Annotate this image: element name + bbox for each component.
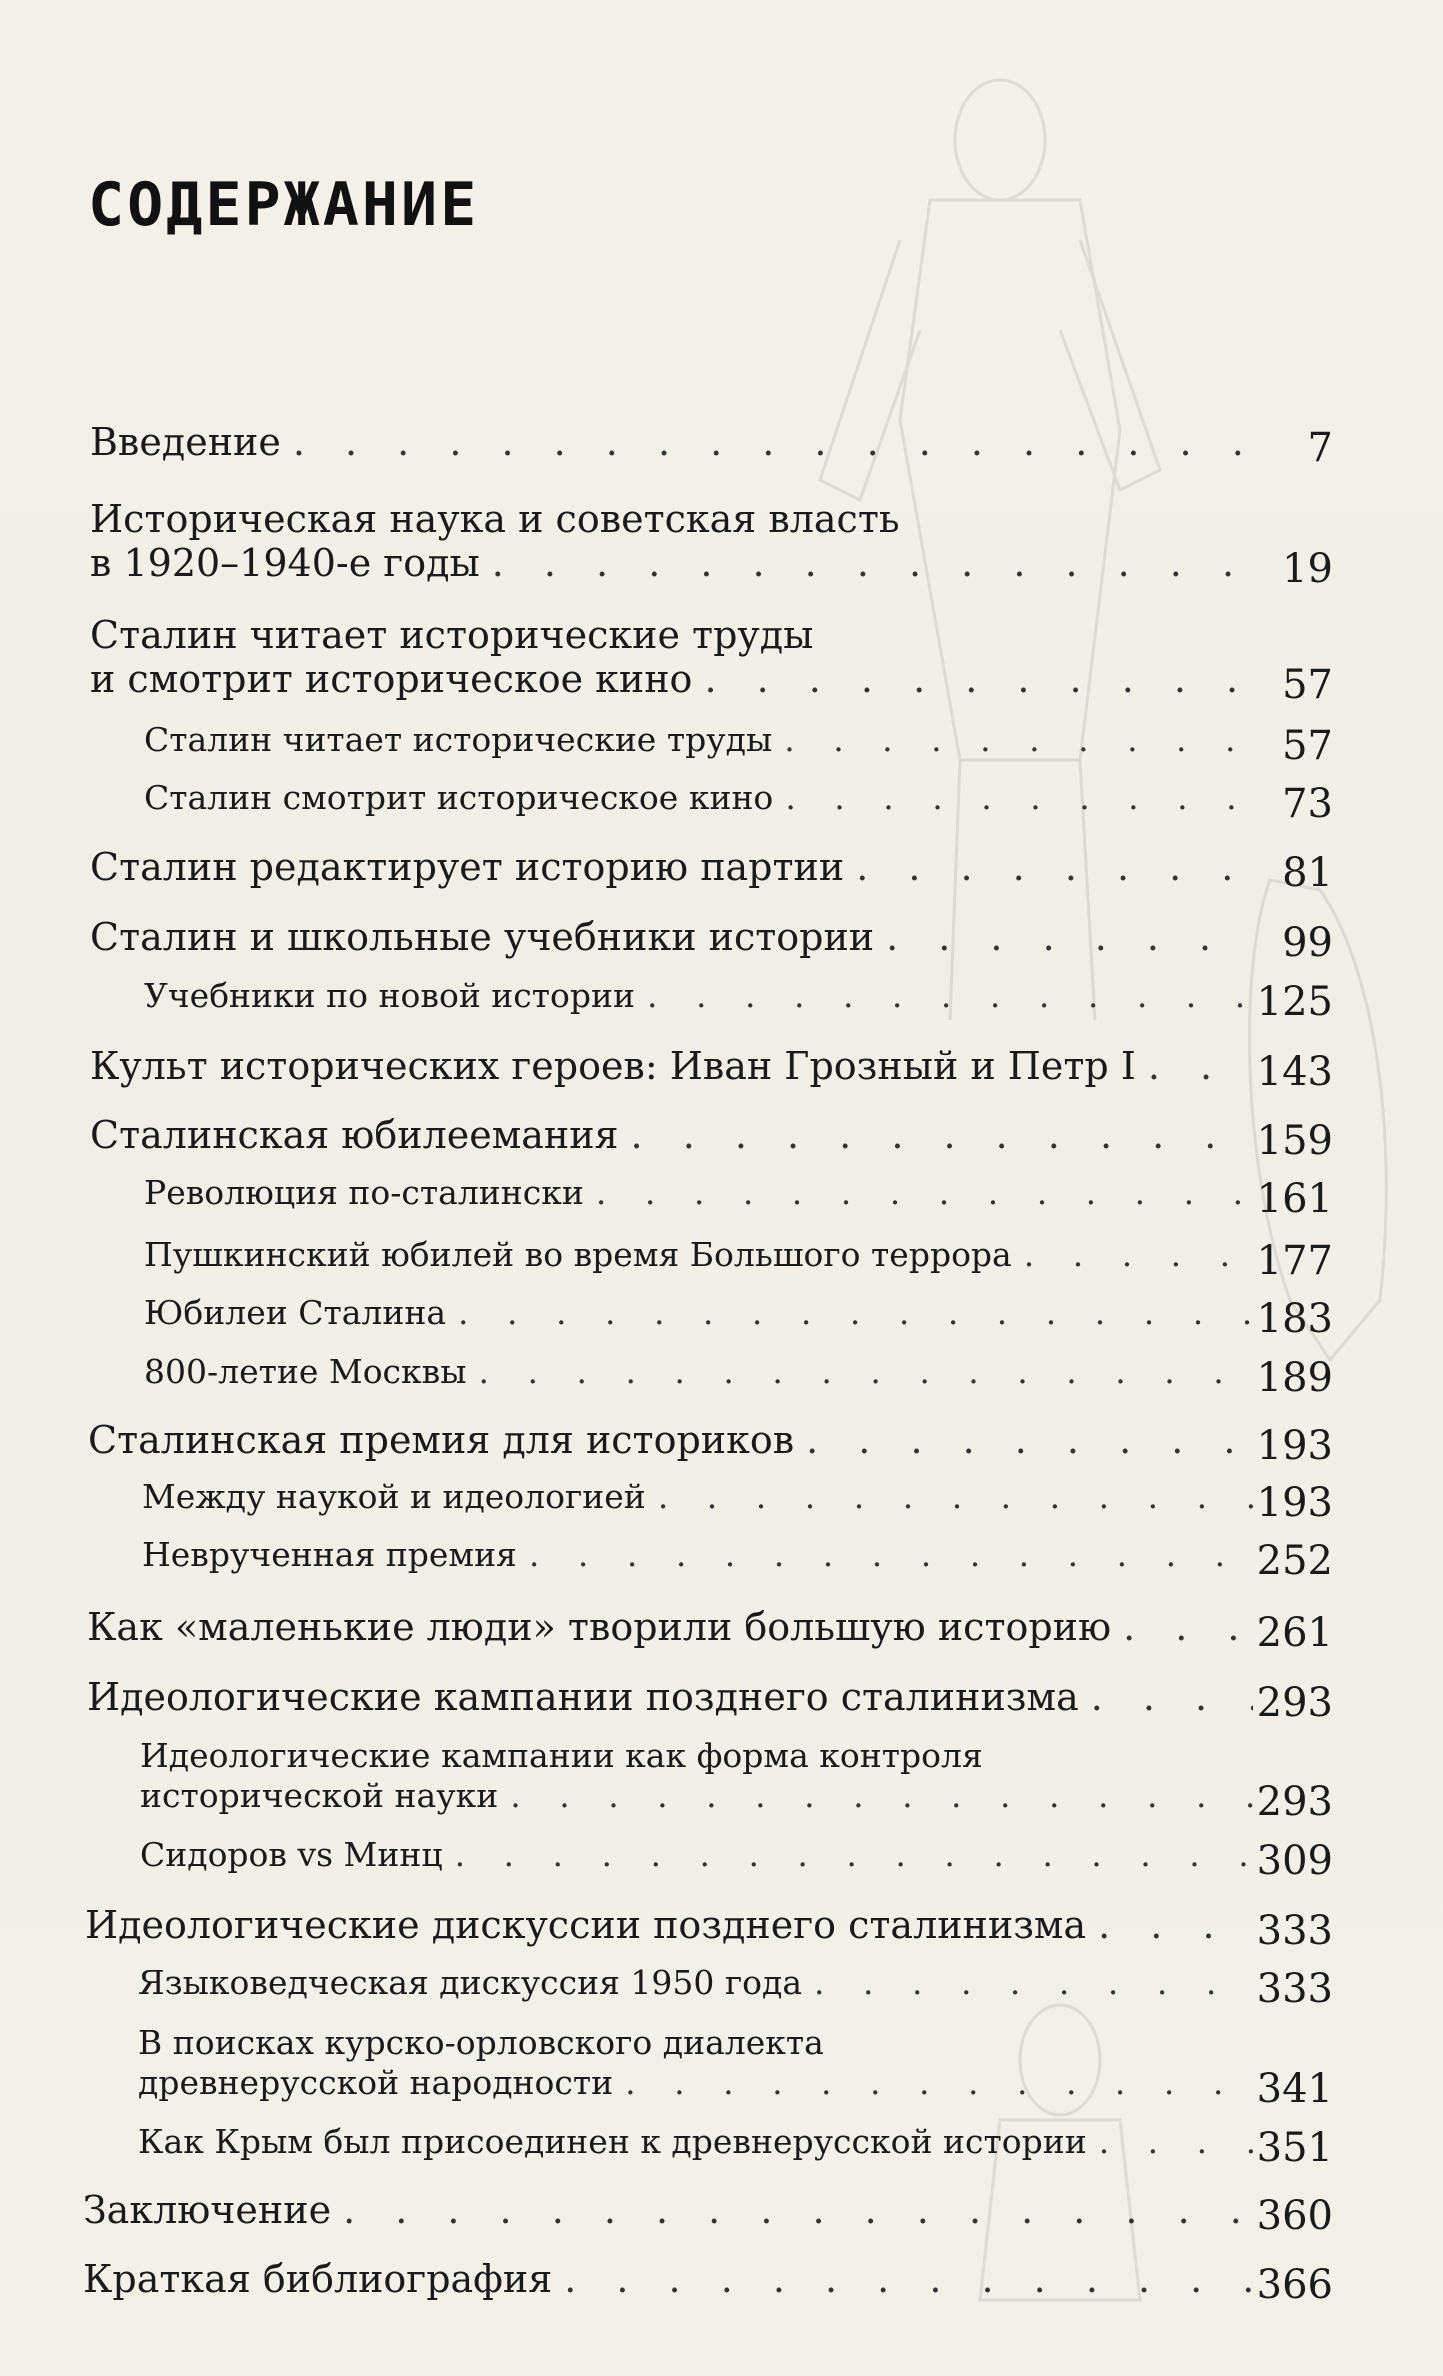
- toc-entry-chapter-6[interactable]: [90, 1113, 1333, 1164]
- toc-subentry[interactable]: [140, 1736, 1333, 1825]
- dot-leader: [658, 1477, 1253, 1517]
- toc-entry-title: Как «маленькие люди» творили большую историю: [87, 1605, 1112, 1649]
- toc-entry-chapter-7[interactable]: [88, 1418, 1333, 1469]
- toc-entry-chapter-3[interactable]: [90, 845, 1333, 896]
- dot-leader: [886, 915, 1253, 959]
- page-number: 252: [1256, 1538, 1333, 1584]
- page-number: 99: [1282, 920, 1333, 966]
- page-number: 351: [1256, 2125, 1333, 2171]
- page-number: 189: [1256, 1355, 1333, 1401]
- toc-subentry[interactable]: [144, 1235, 1333, 1284]
- toc-entry-title: Неврученная премия: [142, 1535, 517, 1574]
- contents-heading: СОДЕРЖАНИЕ: [88, 170, 480, 240]
- toc-entry-title-line: в 1920–1940-е годы: [90, 541, 480, 585]
- toc-entry-title-line: Сталин читает исторические труды: [90, 613, 814, 657]
- toc-entry-title: Идеологические дискуссии позднего сталинизма: [85, 1903, 1087, 1947]
- toc-entry-title-line: В поисках курско-орловского диалекта: [138, 2023, 824, 2062]
- page-number: 261: [1256, 1610, 1333, 1656]
- page-number: 7: [1307, 425, 1333, 471]
- dot-leader: [564, 2257, 1253, 2301]
- toc-entry-title: Сталин редактирует историю партии: [90, 845, 845, 889]
- dot-leader: [806, 1418, 1253, 1462]
- page-number: 333: [1256, 1908, 1333, 1954]
- toc-entry-title: Сталинская юбилеемания: [90, 1113, 619, 1157]
- page-number: 177: [1256, 1238, 1333, 1284]
- dot-leader: [856, 845, 1253, 889]
- toc-entry-chapter-10[interactable]: [85, 1903, 1333, 1954]
- toc-entry-title: Культ исторических героев: Иван Грозный и Петр I: [90, 1044, 1136, 1088]
- toc-subentry[interactable]: [138, 2023, 1333, 2112]
- toc-subentry[interactable]: [144, 1293, 1333, 1342]
- dot-leader: [625, 2063, 1253, 2103]
- toc-entry-conclusion[interactable]: [83, 2188, 1333, 2239]
- dot-leader: [510, 1776, 1253, 1816]
- page-number: 143: [1256, 1049, 1333, 1095]
- page-number: 293: [1256, 1779, 1333, 1825]
- page-number: 159: [1256, 1118, 1333, 1164]
- toc-entry-title-line: исторической науки: [140, 1776, 499, 1815]
- page-number: 19: [1282, 546, 1333, 592]
- toc-subentry[interactable]: [138, 2122, 1333, 2171]
- toc-entry-title: Сталин смотрит историческое кино: [144, 778, 774, 817]
- toc-entry-title: Сталинская премия для историков: [88, 1418, 795, 1462]
- toc-subentry[interactable]: [144, 778, 1333, 827]
- page-number: 341: [1256, 2066, 1333, 2112]
- dot-leader: [704, 657, 1253, 701]
- page-number: 81: [1282, 850, 1333, 896]
- toc-entry-chapter-9[interactable]: [87, 1675, 1333, 1726]
- toc-subentry[interactable]: [144, 1352, 1333, 1401]
- page-number: 193: [1256, 1423, 1333, 1469]
- toc-entry-title: Введение: [90, 420, 281, 464]
- dot-leader: [458, 1293, 1253, 1333]
- toc-entry-title: Юбилеи Сталина: [144, 1293, 447, 1332]
- toc-subentry[interactable]: [140, 1835, 1333, 1884]
- toc-entry-title: Языковедческая дискуссия 1950 года: [138, 1963, 802, 2002]
- toc-entry-chapter-5[interactable]: [90, 1044, 1333, 1095]
- toc-entry-title: Учебники по новой истории: [144, 976, 636, 1015]
- toc-entry-title: Заключение: [83, 2188, 332, 2232]
- toc-entry-title-line: древнерусской народности: [138, 2063, 614, 2102]
- toc-subentry[interactable]: [142, 1535, 1333, 1584]
- toc-entry-chapter-8[interactable]: [87, 1605, 1333, 1656]
- toc-entry-title: 800-летие Москвы: [144, 1352, 467, 1391]
- toc-subentry[interactable]: [142, 1477, 1333, 1526]
- dot-leader: [479, 1352, 1253, 1392]
- toc-entry-title: Между наукой и идеологией: [142, 1477, 646, 1516]
- page-number: 161: [1256, 1176, 1333, 1222]
- page-number: 57: [1282, 723, 1333, 769]
- dot-leader: [492, 541, 1253, 585]
- toc-entry-chapter-1[interactable]: [90, 497, 1333, 592]
- toc-entry-title: Сидоров vs Минц: [140, 1835, 443, 1874]
- toc-entry-title: Революция по-сталински: [144, 1173, 584, 1212]
- dot-leader: [631, 1113, 1253, 1157]
- toc-entry-title: Идеологические кампании позднего сталинизма: [87, 1675, 1079, 1719]
- toc-entry-title: Краткая библиография: [83, 2257, 553, 2301]
- dot-leader: [1024, 1235, 1253, 1275]
- toc-subentry[interactable]: [144, 976, 1333, 1025]
- toc-entry-title: Как Крым был присоединен к древнерусской истории: [138, 2122, 1087, 2161]
- toc-entry-title: Сталин читает исторические труды: [144, 720, 773, 759]
- toc-entry-title-line: Идеологические кампании как форма контроля: [140, 1736, 983, 1775]
- toc-entry-chapter-2[interactable]: [90, 613, 1333, 708]
- toc-subentry[interactable]: [144, 720, 1333, 769]
- dot-leader: [529, 1535, 1253, 1575]
- dot-leader: [784, 720, 1253, 760]
- toc-entry-chapter-4[interactable]: [90, 915, 1333, 966]
- page-number: 333: [1256, 1966, 1333, 2012]
- toc-entry-bibliography[interactable]: [83, 2257, 1333, 2308]
- toc-subentry[interactable]: [144, 1173, 1333, 1222]
- dot-leader: [455, 1835, 1253, 1875]
- dot-leader: [785, 778, 1253, 818]
- page-number: 360: [1256, 2193, 1333, 2239]
- page-number: 183: [1256, 1296, 1333, 1342]
- dot-leader: [596, 1173, 1253, 1213]
- dot-leader: [647, 976, 1253, 1016]
- page-number: 293: [1256, 1680, 1333, 1726]
- toc-entry-title: Пушкинский юбилей во время Большого террора: [144, 1235, 1012, 1274]
- page-number: 73: [1282, 781, 1333, 827]
- page-number: 309: [1256, 1838, 1333, 1884]
- toc-entry-title: Сталин и школьные учебники истории: [90, 915, 875, 959]
- toc-subentry[interactable]: [138, 1963, 1333, 2012]
- toc-entry-title-line: Историческая наука и советская власть: [90, 497, 900, 541]
- page-number: 366: [1256, 2262, 1333, 2308]
- dot-leader: [814, 1963, 1253, 2003]
- page-number: 57: [1282, 662, 1333, 708]
- page-number: 193: [1256, 1480, 1333, 1526]
- toc-entry-introduction[interactable]: [90, 420, 1333, 471]
- toc-entry-title-line: и смотрит историческое кино: [90, 657, 693, 701]
- page-number: 125: [1256, 979, 1333, 1025]
- dot-leader: [343, 2188, 1253, 2232]
- dot-leader: [293, 420, 1253, 464]
